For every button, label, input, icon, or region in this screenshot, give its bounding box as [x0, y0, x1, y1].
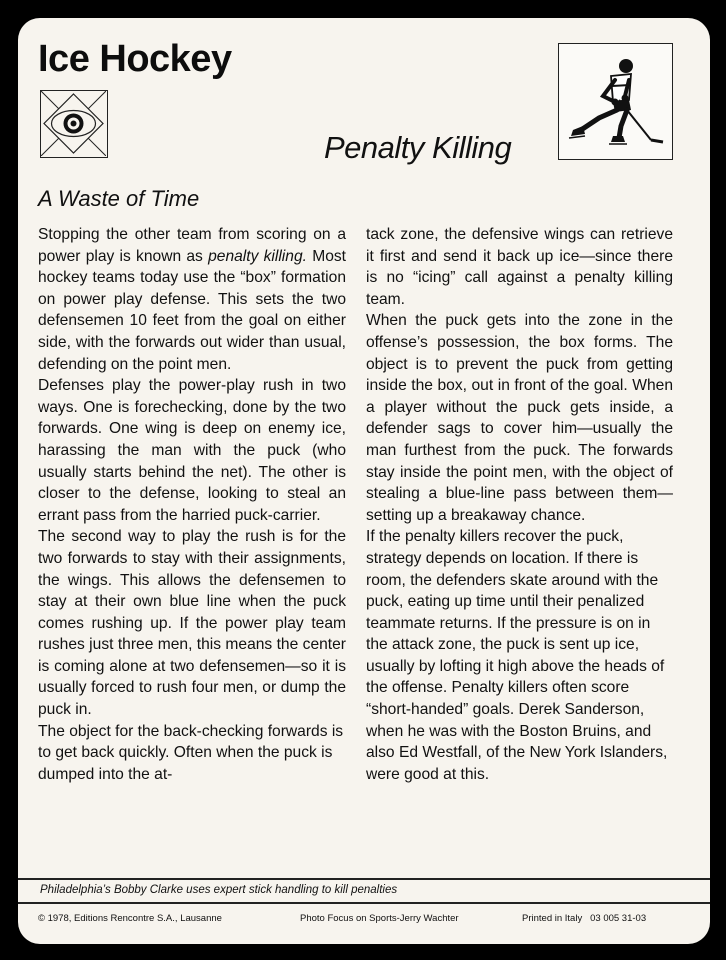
paragraph: If the penalty killers recover the puck, strategy depends on location. If there is room, the defenders skate around with the puck, eating up time until their penalized teammate returns. If the pressure is on in the attack zone, the puck is sent up ice, usually by lofting it high above the heads of the offense. Penalty killers often score “short-handed” goals. Derek Sanderson, when he was with the Boston Bruins, and also Ed Westfall, of the New York Islanders, were good at this. [366, 528, 668, 783]
hockey-player-icon [558, 43, 673, 160]
topic-title: Penalty Killing [324, 130, 512, 165]
photo-caption: Philadelphia’s Bobby Clarke uses expert stick handling to kill penalties [40, 884, 398, 896]
text-run: Most hockey teams today use the “box” formation on power play defense. This sets the two defensemen 10 feet from the goal on either side, with the forwards out wider than usual, defending on the point men. [38, 247, 346, 373]
paragraph: tack zone, the defensive wings can retrieve it first and send it back up ice—since there is no “icing” call against a penalty killing team. [366, 226, 673, 308]
print-info: Printed in Italy 03 005 31-03 [522, 913, 647, 924]
divider [18, 902, 710, 904]
text-run: Stopping the other team from scoring on a power play is known as [38, 226, 346, 265]
paragraph [38, 224, 346, 375]
copyright-text: © 1978, Editions Rencontre S.A., Lausanne [38, 913, 222, 924]
paragraph: Defenses play the power-play rush in two ways. One is forechecking, done by the two forwards. One wing is deep on enemy ice, harassing the man with the puck (who usually starts behind the net). The other is closer to the defense, looking to steal an errant pass from the harried puck-carrier. [38, 377, 346, 524]
emphasis-text: penalty killing. [208, 247, 307, 265]
body-column-left [38, 224, 346, 785]
category-emblem-icon [40, 90, 108, 158]
body-column-right [366, 224, 673, 785]
paragraph: When the puck gets into the zone in the offense’s possession, the box forms. The object is to prevent the puck from getting inside the box, out in front of the goal. When a player without the puck gets inside, a defender sags to cover him—usually the man furthest from the puck. The forwards stay inside the point men, with the object of stealing a blue-line pass between them—setting up a breakaway chance. [366, 312, 673, 524]
section-heading: A Waste of Time [38, 186, 200, 211]
photo-credit: Photo Focus on Sports-Jerry Wachter [300, 913, 459, 924]
sport-card [18, 18, 710, 944]
paragraph: The second way to play the rush is for the two forwards to stay with their assignments, the wings. This allows the defensemen to stay at their own blue line when the puck comes rushing up. If the power play team rushes just three men, this means the center is coming alone at two defensemen—so it is usually forced to rush four men, or dump the puck in. [38, 528, 346, 719]
paragraph: The object for the back-checking forwards is to get back quickly. Often when the puck is dumped into the at- [38, 722, 344, 783]
sport-title: Ice Hockey [38, 38, 232, 80]
divider [18, 878, 710, 880]
